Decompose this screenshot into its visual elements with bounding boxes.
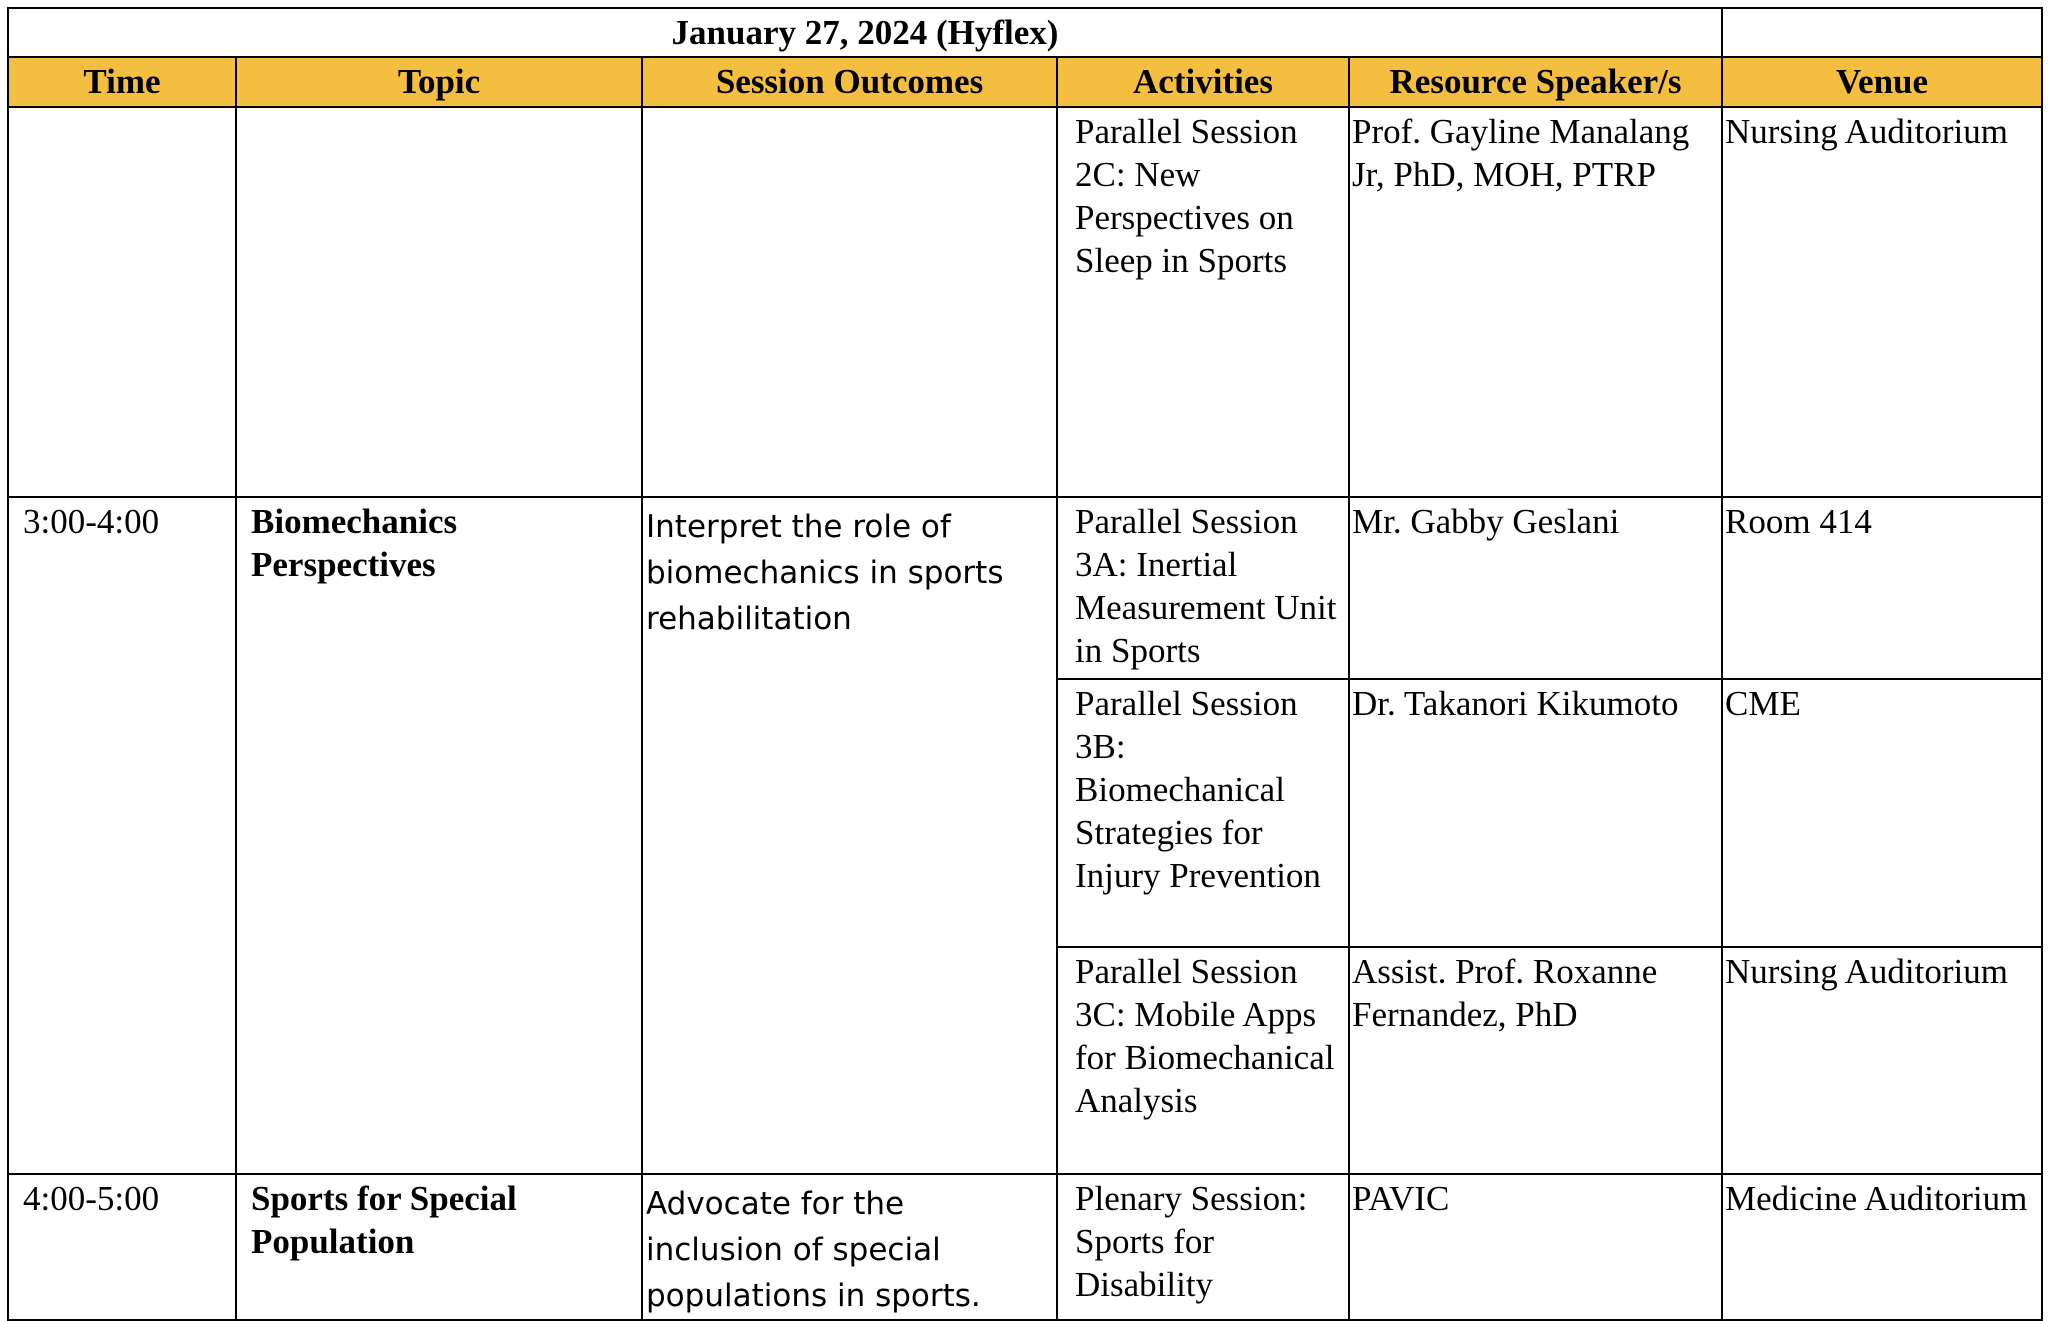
title-blank-cell	[1722, 8, 2042, 57]
header-activities: Activities	[1057, 57, 1349, 107]
header-topic: Topic	[236, 57, 642, 107]
activity-cell: Plenary Session: Sports for Disability	[1057, 1174, 1349, 1320]
time-cell	[8, 107, 236, 497]
topic-cell: Biomechanics Perspectives	[236, 497, 642, 1174]
topic-cell	[236, 107, 642, 497]
speaker-cell: Dr. Takanori Kikumoto	[1349, 679, 1722, 947]
outcome-cell: Advocate for the inclusion of special populations in sports.	[642, 1174, 1057, 1320]
speaker-cell: Mr. Gabby Geslani	[1349, 497, 1722, 679]
outcome-cell	[642, 107, 1057, 497]
outcome-cell: Interpret the role of biomechanics in sports rehabilitation	[642, 497, 1057, 1174]
venue-cell: Nursing Auditorium	[1722, 947, 2042, 1174]
time-cell: 4:00-5:00	[8, 1174, 236, 1320]
header-time: Time	[8, 57, 236, 107]
header-session-outcomes: Session Outcomes	[642, 57, 1057, 107]
speaker-cell: Assist. Prof. Roxanne Fernandez, PhD	[1349, 947, 1722, 1174]
header-resource-speakers: Resource Speaker/s	[1349, 57, 1722, 107]
venue-cell: Room 414	[1722, 497, 2042, 679]
table-row	[8, 1174, 2042, 1320]
header-row	[8, 57, 2042, 107]
time-cell: 3:00-4:00	[8, 497, 236, 1174]
activity-cell: Parallel Session 3C: Mobile Apps for Biomechanical Analysis	[1057, 947, 1349, 1174]
table-row	[8, 107, 2042, 497]
speaker-cell: PAVIC	[1349, 1174, 1722, 1320]
table-row	[8, 497, 2042, 679]
topic-cell: Sports for Special Population	[236, 1174, 642, 1320]
activity-cell: Parallel Session 2C: New Perspectives on Sleep in Sports	[1057, 107, 1349, 497]
schedule-title: January 27, 2024 (Hyflex)	[8, 8, 1722, 57]
header-venue: Venue	[1722, 57, 2042, 107]
schedule-table	[7, 7, 2043, 1321]
venue-cell: Medicine Auditorium	[1722, 1174, 2042, 1320]
title-row	[8, 8, 2042, 57]
venue-cell: CME	[1722, 679, 2042, 947]
activity-cell: Parallel Session 3B: Biomechanical Strategies for Injury Prevention	[1057, 679, 1349, 947]
activity-cell: Parallel Session 3A: Inertial Measurement Unit in Sports	[1057, 497, 1349, 679]
speaker-cell: Prof. Gayline Manalang Jr, PhD, MOH, PTRP	[1349, 107, 1722, 497]
venue-cell: Nursing Auditorium	[1722, 107, 2042, 497]
